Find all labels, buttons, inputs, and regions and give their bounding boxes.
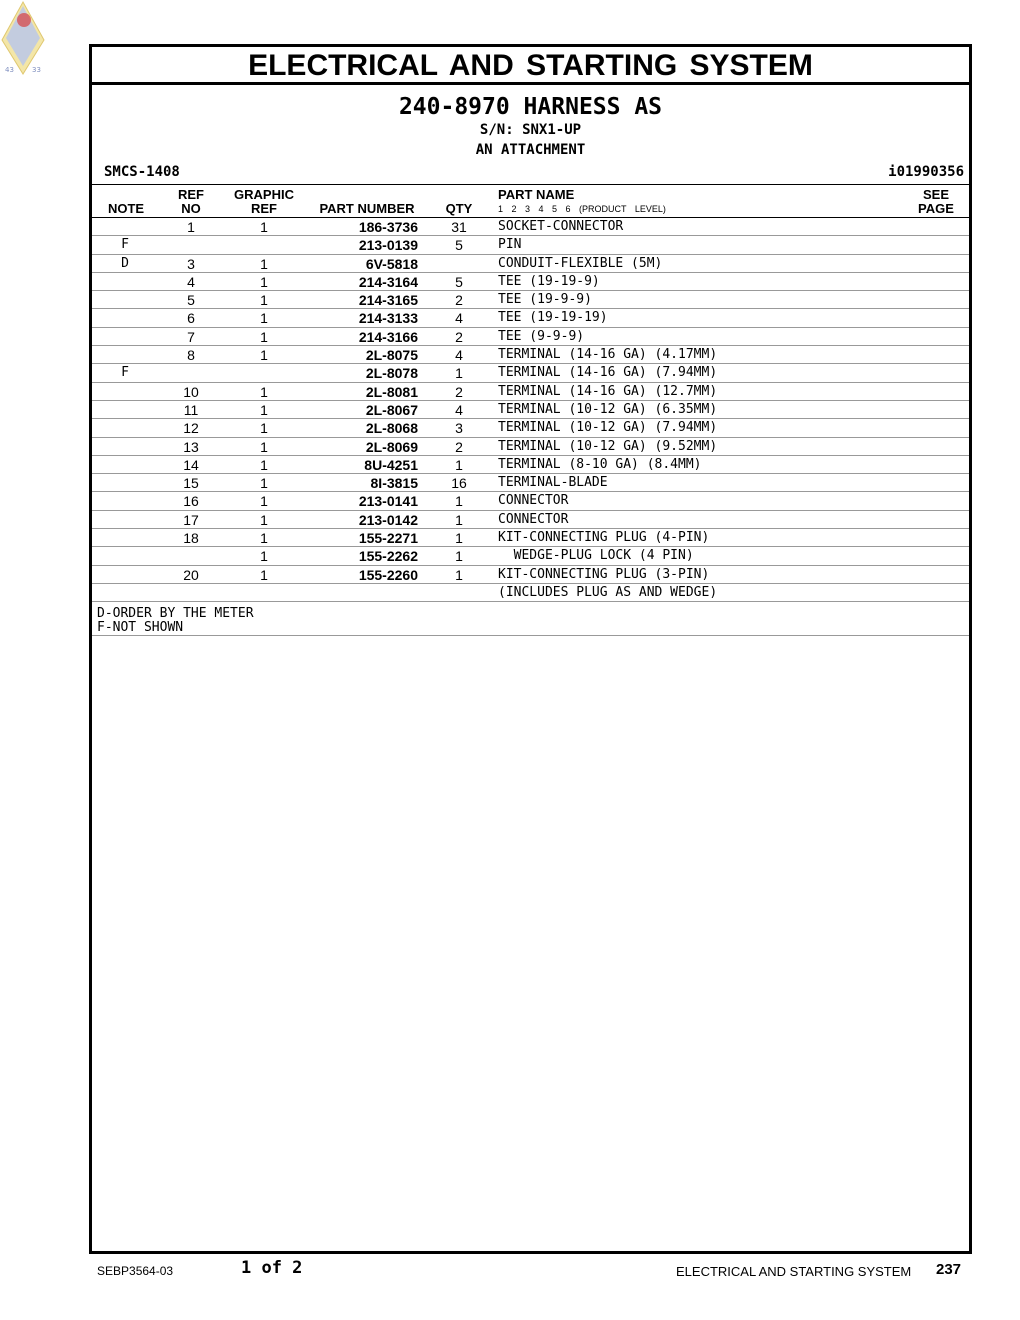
logo-number-left: 43 [5,66,14,74]
row-part-name: TERMINAL (14-16 GA) (4.17MM) [498,347,718,363]
row-part-name: TEE (19-19-19) [498,310,608,326]
footer-page-of: 1 of 2 [241,1258,303,1278]
row-part-name: TERMINAL (14-16 GA) (7.94MM) [498,365,718,381]
row-part-name: TERMINAL (10-12 GA) (9.52MM) [498,438,718,454]
row-part-number: 214-3133 [358,310,418,327]
row-qty: 1 [455,566,463,583]
row-part-number: 2L-8069 [365,438,418,455]
row-part-name: SOCKET-CONNECTOR [498,219,624,234]
parts-list [92,218,969,602]
row-part-number: 2L-8081 [365,383,418,400]
table-row [92,309,969,327]
row-ref-no: 12 [183,420,199,437]
assembly-header [92,94,969,160]
row-qty: 31 [451,219,467,235]
row-graphic-ref: 1 [260,383,268,400]
row-graphic-ref: 1 [260,310,268,327]
row-part-number: 155-2271 [358,530,418,547]
assembly-subtitle: AN ATTACHMENT [475,142,586,158]
row-part-number: 213-0141 [358,493,418,510]
page-footer [0,1258,1020,1282]
row-ref-no: 10 [183,383,199,400]
col-graphic-2: REF [251,201,277,216]
table-row [92,328,969,346]
smcs-code: SMCS-1408 [104,164,180,180]
col-part-name: PART NAME [498,187,575,202]
illustration-id: i01990356 [888,164,964,180]
col-product-level: 1 2 3 4 5 6 (PRODUCT LEVEL) [498,204,666,214]
table-row [92,291,969,309]
row-graphic-ref: 1 [260,420,268,437]
row-qty: 2 [455,438,463,455]
row-graphic-ref: 1 [260,292,268,309]
serial-range: S/N: SNX1-UP [479,122,582,138]
row-qty: 4 [455,310,463,327]
row-graphic-ref: 1 [260,255,268,272]
row-graphic-ref: 1 [260,438,268,455]
row-part-name: TERMINAL (8-10 GA) (8.4MM) [498,456,702,472]
footer-page-number: 237 [936,1261,962,1278]
table-row [92,364,969,382]
table-row [92,511,969,529]
row-graphic-ref: 1 [260,401,268,418]
row-ref-no: 15 [183,475,199,492]
row-qty: 2 [455,292,463,309]
row-qty: 1 [455,493,463,510]
table-row [92,236,969,254]
footer-section: ELECTRICAL AND STARTING SYSTEM [676,1264,912,1279]
row-qty: 5 [455,273,463,290]
row-graphic-ref: 1 [260,273,268,290]
row-part-number: 186-3736 [358,219,418,235]
row-ref-no: 3 [187,255,195,272]
row-part-number: 2L-8075 [365,347,418,364]
table-row [92,218,969,236]
row-part-name: WEDGE-PLUG LOCK (4 PIN) [498,548,694,564]
row-ref-no: 6 [187,310,195,327]
table-row [92,456,969,474]
table-row [92,474,969,492]
row-graphic-ref: 1 [260,328,268,345]
table-row [92,492,969,510]
table-row [92,438,969,456]
row-note: D [121,255,129,271]
col-note: NOTE [107,201,145,216]
table-row [92,346,969,364]
col-ref-2: NO [181,201,201,216]
row-part-number: 6V-5818 [365,255,418,272]
col-qty: QTY [445,201,473,216]
table-row [92,273,969,291]
row-graphic-ref: 1 [260,219,268,235]
row-part-number: 8I-3815 [370,475,418,492]
table-row [92,401,969,419]
footer-doc-number: SEBP3564-03 [97,1264,174,1278]
row-part-number: 2L-8078 [365,365,418,382]
row-part-name: (INCLUDES PLUG AS AND WEDGE) [498,584,718,600]
row-note: F [121,237,129,253]
row-graphic-ref: 1 [260,548,268,565]
row-qty: 4 [455,347,463,364]
row-part-name: CONNECTOR [498,493,569,509]
row-part-number: 214-3166 [358,328,418,345]
row-part-number: 213-0139 [358,237,418,254]
table-row [92,419,969,437]
row-ref-no: 7 [187,328,195,345]
table-row [92,529,969,547]
part-title: 240-8970 HARNESS AS [398,94,663,120]
row-graphic-ref: 1 [260,530,268,547]
row-qty: 16 [451,475,467,492]
col-see-2: PAGE [918,201,954,216]
row-ref-no: 16 [183,493,199,510]
row-part-name: CONDUIT-FLEXIBLE (5M) [498,255,663,271]
row-graphic-ref: 1 [260,566,268,583]
table-row [92,255,969,273]
row-graphic-ref: 1 [260,347,268,364]
row-part-name: TERMINAL (10-12 GA) (7.94MM) [498,420,718,436]
table-row [92,566,969,584]
notes-block [92,602,969,636]
row-part-number: 155-2260 [358,566,418,583]
row-graphic-ref: 1 [260,456,268,473]
row-part-number: 155-2262 [358,548,418,565]
row-part-name: KIT-CONNECTING PLUG (4-PIN) [498,530,710,546]
row-part-number: 214-3164 [358,273,418,290]
row-qty: 1 [455,511,463,528]
row-qty: 1 [455,365,463,382]
row-part-number: 214-3165 [358,292,418,309]
parts-page-frame [89,44,972,1254]
section-title: ELECTRICAL AND STARTING SYSTEM [92,47,969,85]
column-headers [92,184,969,218]
row-part-number: 2L-8067 [365,401,418,418]
row-ref-no: 20 [183,566,199,583]
row-ref-no: 11 [183,401,199,418]
table-row [92,547,969,565]
row-part-number: 2L-8068 [365,420,418,437]
row-ref-no: 5 [187,292,195,309]
note-d: D-ORDER BY THE METER [97,606,254,622]
row-ref-no: 8 [187,347,195,364]
row-ref-no: 14 [183,456,199,473]
row-qty: 4 [455,401,463,418]
note-f: F-NOT SHOWN [97,620,184,636]
row-part-name: TEE (9-9-9) [498,328,585,344]
row-qty: 5 [455,237,463,254]
row-ref-no: 13 [183,438,199,455]
row-graphic-ref: 1 [260,493,268,510]
row-part-name: TEE (19-9-9) [498,292,592,308]
smcs-row [92,160,969,184]
col-see-1: SEE [922,187,949,202]
row-part-name: CONNECTOR [498,511,569,527]
row-ref-no: 17 [183,511,199,528]
table-row [92,383,969,401]
row-part-name: KIT-CONNECTING PLUG (3-PIN) [498,566,710,582]
table-row [92,584,969,602]
row-part-number: 8U-4251 [364,456,418,473]
row-qty: 1 [455,456,463,473]
row-qty: 1 [455,548,463,565]
row-ref-no: 4 [187,273,195,290]
row-note: F [121,365,129,381]
row-ref-no: 1 [187,219,195,235]
row-part-name: TERMINAL (14-16 GA) (12.7MM) [498,383,718,399]
row-part-name: PIN [498,237,522,253]
row-graphic-ref: 1 [260,511,268,528]
row-part-name: TERMINAL (10-12 GA) (6.35MM) [498,401,718,417]
col-graphic-1: GRAPHIC [234,187,294,202]
row-part-name: TEE (19-19-9) [498,273,600,289]
row-qty: 1 [455,530,463,547]
row-part-number: 213-0142 [358,511,418,528]
col-part-number: PART NUMBER [319,201,415,216]
row-qty: 2 [455,328,463,345]
row-ref-no: 18 [183,530,199,547]
col-ref-1: REF [178,187,204,202]
row-part-name: TERMINAL-BLADE [498,475,608,491]
row-qty: 3 [455,420,463,437]
publisher-logo [0,0,46,76]
row-qty: 2 [455,383,463,400]
row-graphic-ref: 1 [260,475,268,492]
logo-number-right: 33 [32,66,41,74]
